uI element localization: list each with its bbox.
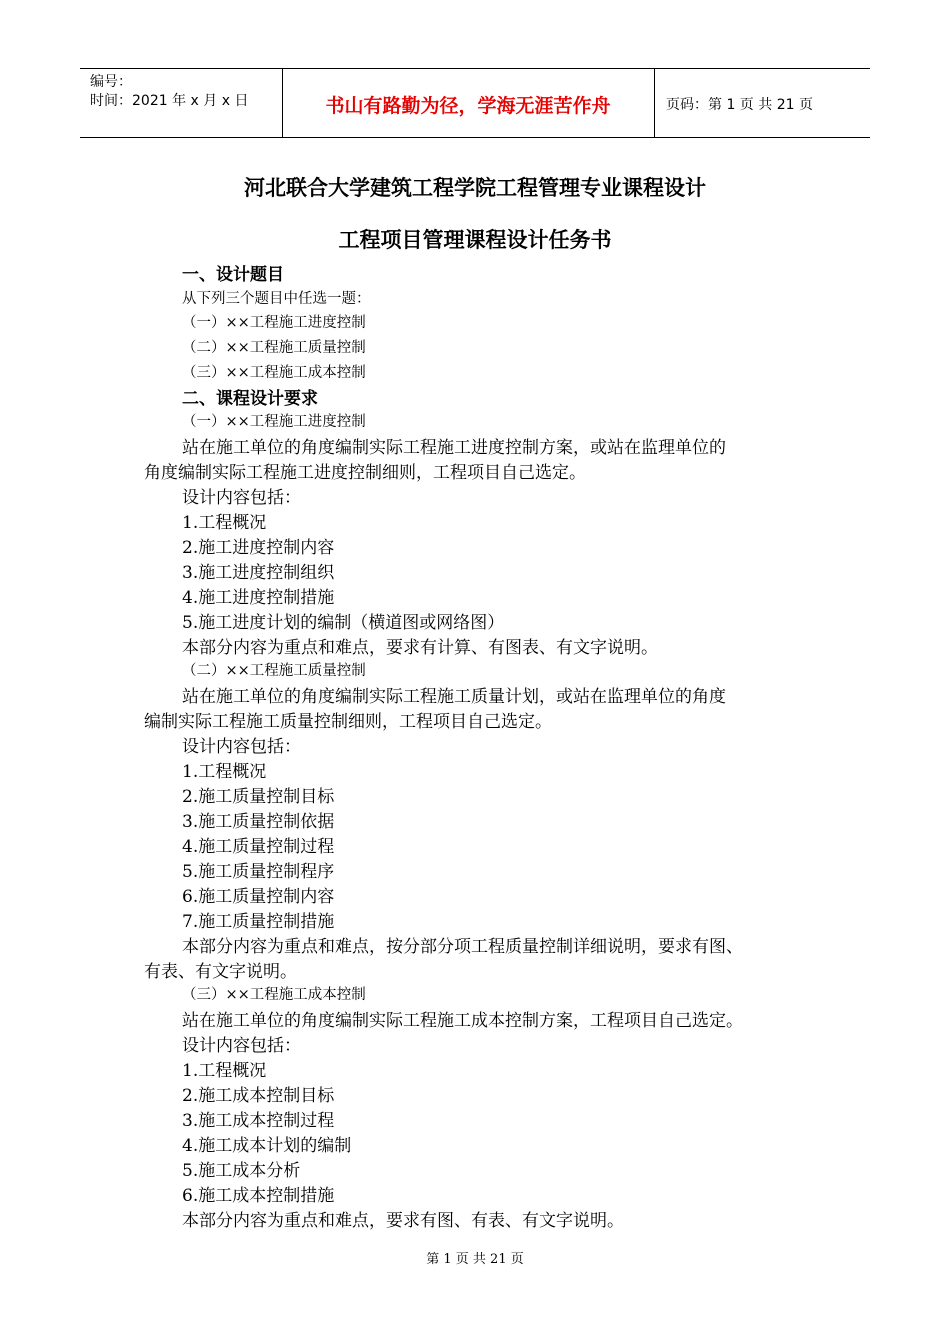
topic-item: （一）××工程施工进度控制: [182, 315, 366, 331]
page-footer: 第 1 页 共 21 页: [426, 1252, 524, 1267]
paragraph: 本部分内容为重点和难点，要求有图、有表、有文字说明。: [182, 1211, 624, 1231]
time-label: 时间：2021 年 x 月 x 日: [90, 93, 249, 109]
section-heading: 二、课程设计要求: [182, 389, 318, 409]
paragraph: 设计内容包括：: [182, 737, 301, 757]
paragraph: 站在施工单位的角度编制实际工程施工成本控制方案，工程项目自己选定。: [182, 1011, 743, 1031]
document-subtitle: 工程项目管理课程设计任务书: [338, 228, 612, 252]
list-item: 5.施工质量控制程序: [182, 862, 335, 882]
paragraph: 编制实际工程施工质量控制细则，工程项目自己选定。: [144, 712, 552, 732]
list-item: 1.工程概况: [182, 1061, 267, 1081]
page-header: [80, 68, 870, 138]
list-item: 2.施工成本控制目标: [182, 1086, 335, 1106]
subsection-heading: （三）××工程施工成本控制: [182, 987, 366, 1003]
serial-label: 编号：: [90, 74, 132, 90]
paragraph: 站在施工单位的角度编制实际工程施工质量计划，或站在监理单位的角度: [182, 687, 726, 707]
list-item: 1.工程概况: [182, 762, 267, 782]
header-meta: [90, 73, 248, 111]
list-item: 3.施工成本控制过程: [182, 1111, 335, 1131]
topic-item: （二）××工程施工质量控制: [182, 340, 366, 356]
list-item: 4.施工质量控制过程: [182, 837, 335, 857]
paragraph: 有表、有文字说明。: [144, 962, 297, 982]
list-item: 5.施工进度计划的编制（横道图或网络图）: [182, 613, 505, 633]
list-item: 6.施工质量控制内容: [182, 887, 335, 907]
paragraph: 设计内容包括：: [182, 1036, 301, 1056]
paragraph: 设计内容包括：: [182, 488, 301, 508]
document-title: 河北联合大学建筑工程学院工程管理专业课程设计: [244, 176, 706, 200]
section-heading: 一、设计题目: [182, 265, 284, 285]
subsection-heading: （一）××工程施工进度控制: [182, 414, 366, 430]
paragraph: 本部分内容为重点和难点，按分部分项工程质量控制详细说明，要求有图、: [182, 937, 743, 957]
list-item: 4.施工成本计划的编制: [182, 1136, 352, 1156]
list-item: 1.工程概况: [182, 513, 267, 533]
list-item: 4.施工进度控制措施: [182, 588, 335, 608]
list-item: 6.施工成本控制措施: [182, 1186, 335, 1206]
list-item: 2.施工质量控制目标: [182, 787, 335, 807]
paragraph: 角度编制实际工程施工进度控制细则，工程项目自己选定。: [144, 463, 586, 483]
paragraph: 从下列三个题目中任选一题：: [182, 291, 371, 307]
paragraph: 站在施工单位的角度编制实际工程施工进度控制方案，或站在监理单位的: [182, 438, 726, 458]
topic-item: （三）××工程施工成本控制: [182, 365, 366, 381]
header-divider: [654, 69, 655, 137]
header-motto: 书山有路勤为径，学海无涯苦作舟: [325, 95, 611, 117]
list-item: 3.施工质量控制依据: [182, 812, 335, 832]
list-item: 7.施工质量控制措施: [182, 912, 335, 932]
list-item: 2.施工进度控制内容: [182, 538, 335, 558]
list-item: 5.施工成本分析: [182, 1161, 301, 1181]
paragraph: 本部分内容为重点和难点，要求有计算、有图表、有文字说明。: [182, 638, 658, 658]
header-page-info: 页码：第 1 页 共 21 页: [666, 97, 813, 113]
subsection-heading: （二）××工程施工质量控制: [182, 663, 366, 679]
list-item: 3.施工进度控制组织: [182, 563, 335, 583]
